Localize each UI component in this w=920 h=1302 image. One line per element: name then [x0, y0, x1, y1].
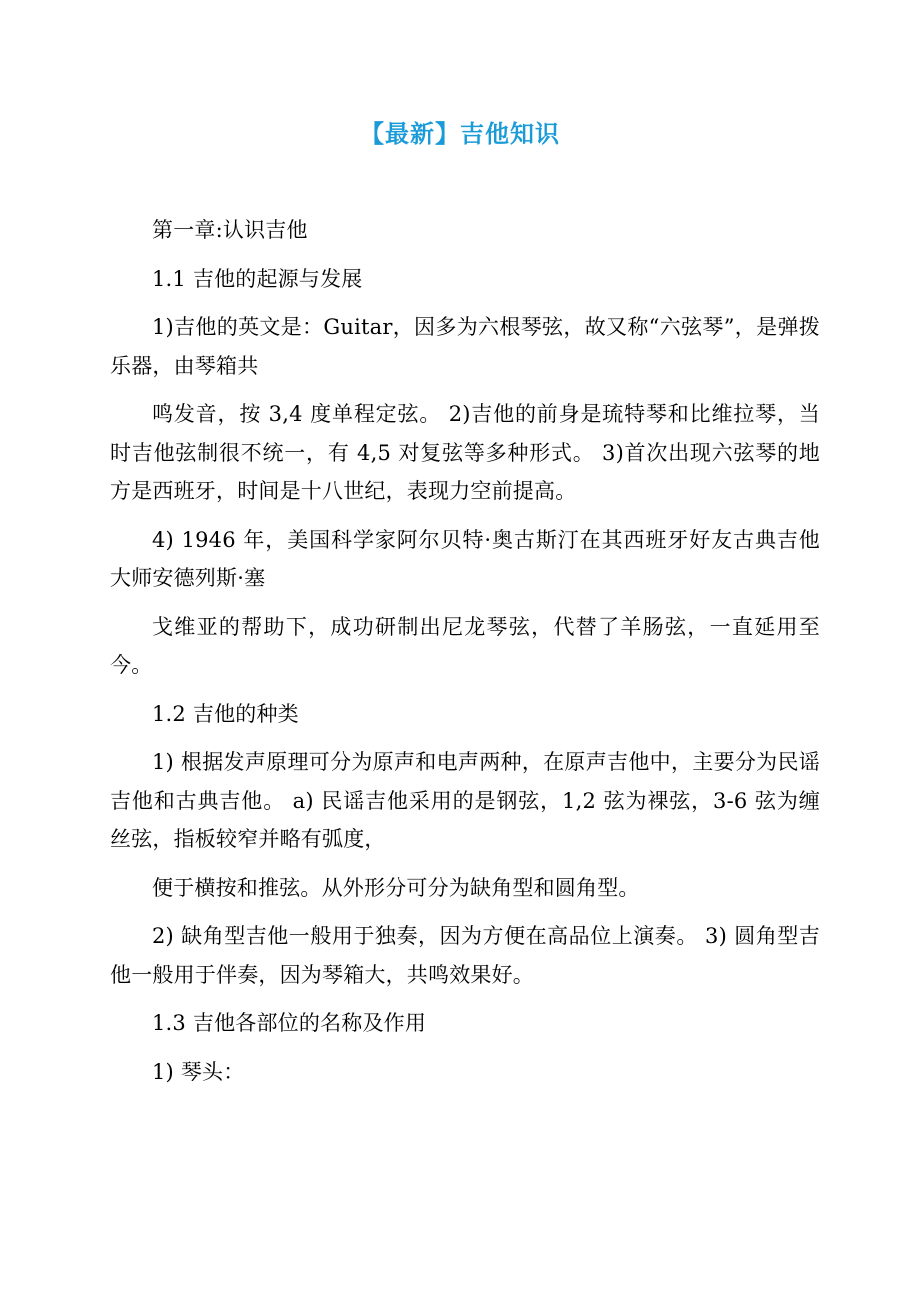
section-heading-1-2: 1.2 吉他的种类 — [152, 701, 299, 726]
document-body — [110, 211, 820, 1101]
paragraph: 1) 琴头： — [152, 1059, 245, 1084]
section-heading-1-3: 1.3 吉他各部位的名称及作用 — [152, 1011, 427, 1035]
section-heading-1-1: 1.1 吉他的起源与发展 — [152, 266, 363, 291]
paragraph: 便于横按和推弦。从外形分可分为缺角型和圆角型。 — [152, 875, 640, 900]
paragraph: 1) 根据发声原理可分为原声和电声两种，在原声吉他中，主要分为民谣吉他和古典吉他。 a) 民谣吉他采用的是钢弦，1,2 弦为裸弦，3-6 弦为缠丝弦，指板较窄并略有弧度， — [110, 750, 820, 851]
document-title: 【最新】吉他知识 — [360, 119, 560, 148]
paragraph: 1)吉他的英文是：Guitar，因多为六根琴弦，故又称“六弦琴”，是弹拨乐器，由琴箱共 — [110, 315, 820, 378]
paragraph: 戈维亚的帮助下，成功研制出尼龙琴弦，代替了羊肠弦，一直延用至今。 — [110, 614, 820, 677]
paragraph: 鸣发音，按 3,4 度单程定弦。 2)吉他的前身是琉特琴和比维拉琴，当时吉他弦制很不统一，有 4,5 对复弦等多种形式。 3)首次出现六弦琴的地方是西班牙，时间是十八世纪，表现力空前提高。 — [110, 402, 820, 503]
paragraph: 2) 缺角型吉他一般用于独奏，因为方便在高品位上演奏。 3) 圆角型吉他一般用于伴奏，因为琴箱大，共鸣效果好。 — [110, 924, 820, 987]
paragraph: 4) 1946 年，美国科学家阿尔贝特·奥古斯汀在其西班牙好友古典吉他大师安德列斯·塞 — [110, 527, 820, 590]
chapter-heading: 第一章:认识吉他 — [152, 218, 308, 242]
